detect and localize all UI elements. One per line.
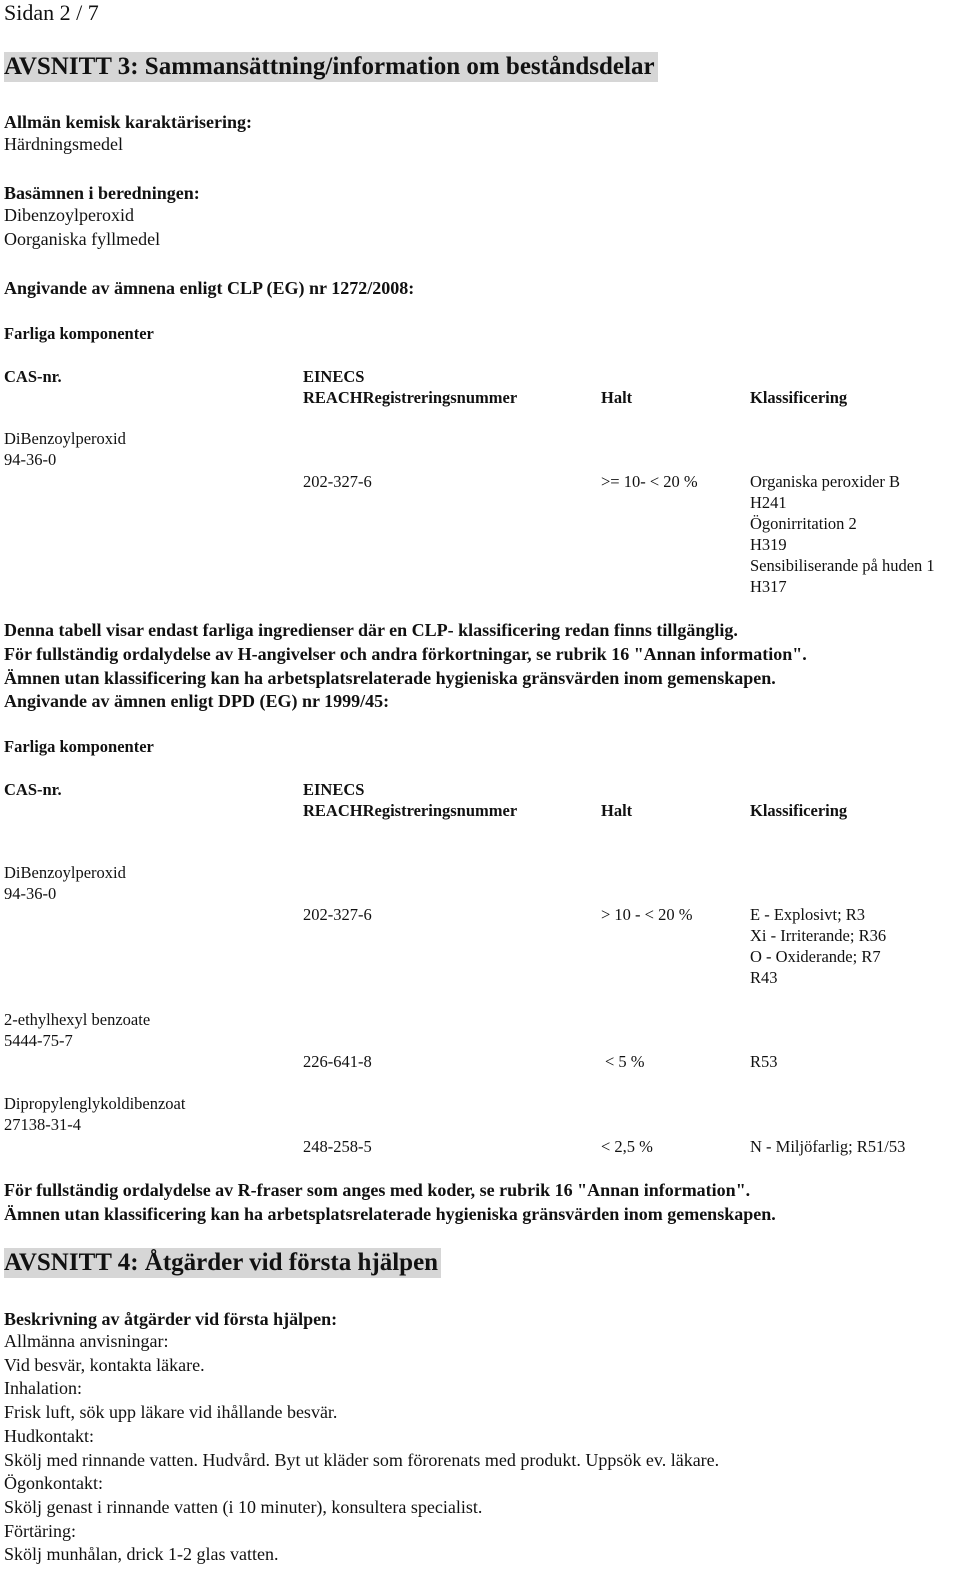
dpd-row2-halt: < 5 %: [605, 1052, 645, 1071]
dpd-row2-classification: R53: [750, 1052, 778, 1071]
dpd-table-title: Farliga komponenter: [4, 737, 154, 756]
first-aid-line: Vid besvär, kontakta läkare.: [4, 1355, 205, 1375]
base-substance-2: Oorganiska fyllmedel: [4, 229, 161, 249]
dpd-header-klassificering: Klassificering: [750, 801, 848, 820]
first-aid-line: Frisk luft, sök upp läkare vid ihållande besvär.: [4, 1402, 338, 1422]
clp-header-reach: REACHRegistreringsnummer: [303, 388, 518, 407]
first-aid-line: Förtäring:: [4, 1521, 76, 1541]
general-characterization-label: Allmän kemisk karaktärisering:: [4, 112, 253, 132]
dpd-row1-einecs: 202-327-6: [303, 905, 372, 924]
first-aid-line: Skölj med rinnande vatten. Hudvård. Byt ut kläder som förorenats med produkt. Uppsök ev. läkare.: [4, 1450, 720, 1470]
clp-table-title: Farliga komponenter: [4, 324, 154, 343]
base-substances-label: Basämnen i beredningen:: [4, 183, 200, 203]
dpd-row3-name: Dipropylenglykoldibenzoat: [4, 1094, 186, 1113]
note-line-1: Denna tabell visar endast farliga ingredienser där en CLP- klassificering redan finns tillgänglig.: [4, 620, 738, 640]
clp-header-cas: CAS-nr.: [4, 367, 62, 386]
classification-line: Xi - Irriterande; R36: [750, 926, 887, 945]
dpd-header-einecs: EINECS: [303, 780, 365, 799]
first-aid-line: Ögonkontakt:: [4, 1473, 103, 1493]
clp-row1-halt: >= 10- < 20 %: [601, 472, 698, 491]
dpd-header-reach: REACHRegistreringsnummer: [303, 801, 518, 820]
section4-heading: AVSNITT 4: Åtgärder vid första hjälpen: [4, 1248, 441, 1278]
dpd-row3-classification: N - Miljöfarlig; R51/53: [750, 1137, 906, 1156]
base-substance-1: Dibenzoylperoxid: [4, 205, 134, 225]
general-characterization-value: Härdningsmedel: [4, 134, 123, 154]
dpd-row1-classification: [750, 904, 886, 988]
classification-line: Ögonirritation 2: [750, 514, 857, 533]
footer-note-2: Ämnen utan klassificering kan ha arbetsplatsrelaterade hygieniska gränsvärden inom gemenskapen.: [4, 1204, 776, 1224]
clp-row1-einecs: 202-327-6: [303, 472, 372, 491]
classification-line: O - Oxiderande; R7: [750, 947, 881, 966]
clp-header-einecs: EINECS: [303, 367, 365, 386]
first-aid-line: Allmänna anvisningar:: [4, 1331, 169, 1351]
footer-note-1: För fullständig ordalydelse av R-fraser som anges med koder, se rubrik 16 "Annan information".: [4, 1180, 751, 1200]
dpd-row2-name: 2-ethylhexyl benzoate: [4, 1010, 151, 1029]
clp-row1-name: DiBenzoylperoxid: [4, 429, 126, 448]
page-number: Sidan 2 / 7: [4, 0, 99, 25]
first-aid-line: Inhalation:: [4, 1378, 82, 1398]
dpd-header-cas: CAS-nr.: [4, 780, 62, 799]
clp-row1-classification: [750, 471, 935, 597]
note-line-3: Ämnen utan klassificering kan ha arbetsplatsrelaterade hygieniska gränsvärden inom gemenskapen.: [4, 668, 776, 688]
dpd-label: Angivande av ämnen enligt DPD (EG) nr 1999/45:: [4, 691, 390, 711]
clp-row1-cas: 94-36-0: [4, 450, 57, 469]
classification-line: E - Explosivt; R3: [750, 905, 866, 924]
classification-line: Organiska peroxider B: [750, 472, 900, 491]
classification-line: H241: [750, 493, 787, 512]
section3-heading: AVSNITT 3: Sammansättning/information om beståndsdelar: [4, 52, 658, 82]
first-aid-description-label: Beskrivning av åtgärder vid första hjälpen:: [4, 1309, 338, 1329]
dpd-row3-cas: 27138-31-4: [4, 1115, 81, 1134]
classification-line: R43: [750, 968, 778, 987]
classification-line: H317: [750, 577, 787, 596]
classification-line: H319: [750, 535, 787, 554]
dpd-row1-name: DiBenzoylperoxid: [4, 863, 126, 882]
first-aid-line: Skölj genast i rinnande vatten (i 10 minuter), konsultera specialist.: [4, 1497, 483, 1517]
dpd-row1-cas: 94-36-0: [4, 884, 57, 903]
note-line-2: För fullständig ordalydelse av H-angivelser och andra förkortningar, se rubrik 16 "Annan information".: [4, 644, 807, 664]
dpd-header-halt: Halt: [601, 801, 633, 820]
dpd-row3-halt: < 2,5 %: [601, 1137, 653, 1156]
first-aid-line: Skölj munhålan, drick 1-2 glas vatten.: [4, 1544, 279, 1564]
classification-line: Sensibiliserande på huden 1: [750, 556, 935, 575]
dpd-row1-halt: > 10 - < 20 %: [601, 905, 693, 924]
clp-header-halt: Halt: [601, 388, 633, 407]
clp-header-klassificering: Klassificering: [750, 388, 848, 407]
first-aid-line: Hudkontakt:: [4, 1426, 94, 1446]
dpd-row3-einecs: 248-258-5: [303, 1137, 372, 1156]
dpd-row2-einecs: 226-641-8: [303, 1052, 372, 1071]
clp-label: Angivande av ämnena enligt CLP (EG) nr 1272/2008:: [4, 278, 415, 298]
dpd-row2-cas: 5444-75-7: [4, 1031, 73, 1050]
